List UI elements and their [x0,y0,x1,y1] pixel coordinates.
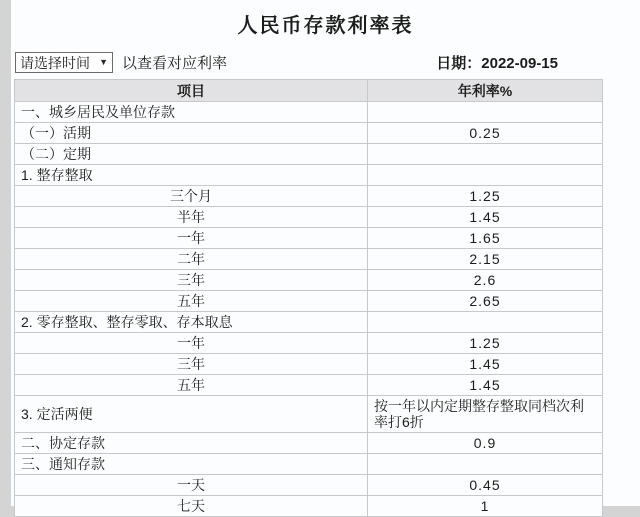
table-row [15,475,603,496]
col-header-rate: 年利率% [368,80,603,102]
table-row [15,396,603,433]
rate-cell: 2.6 [368,270,603,291]
table-row [15,333,603,354]
select-hint-text: 以查看对应利率 [122,55,228,72]
rate-cell: 1.65 [368,228,603,249]
item-cell: 三个月 [15,186,368,207]
date-value: 2022-09-15 [481,55,558,72]
item-cell: 半年 [15,207,368,228]
item-cell: （一）活期 [15,123,368,144]
table-row [15,249,603,270]
rate-cell [368,454,603,475]
item-cell: 一、城乡居民及单位存款 [15,102,368,123]
rate-cell: 0.45 [368,475,603,496]
item-cell: 三年 [15,354,368,375]
rate-cell: 1.45 [368,354,603,375]
rate-cell: 1.25 [368,333,603,354]
table-row [15,186,603,207]
table-header-row [15,80,603,102]
table-row [15,354,603,375]
item-cell: 一年 [15,228,368,249]
content-panel [11,0,640,514]
date-display [436,52,558,73]
item-cell: 二年 [15,249,368,270]
table-row [15,144,603,165]
item-cell: 五年 [15,375,368,396]
item-cell: 一年 [15,333,368,354]
table-row [15,433,603,454]
time-select-value: 请选择时间 [20,54,90,71]
table-row [15,496,603,517]
item-cell: 1. 整存整取 [15,165,368,186]
table-row [15,207,603,228]
table-row [15,228,603,249]
rate-cell: 1.25 [368,186,603,207]
table-row [15,165,603,186]
item-cell: 五年 [15,291,368,312]
item-cell: 三年 [15,270,368,291]
item-cell: 三、通知存款 [15,454,368,475]
rate-cell: 0.9 [368,433,603,454]
table-row [15,270,603,291]
rate-cell: 0.25 [368,123,603,144]
item-cell: 2. 零存整取、整存零取、存本取息 [15,312,368,333]
rate-cell: 1.45 [368,375,603,396]
date-label: 日期： [436,55,482,72]
table-row [15,375,603,396]
time-select[interactable] [15,52,113,73]
table-row [15,102,603,123]
table-row [15,291,603,312]
toolbar [15,52,636,73]
item-cell: 七天 [15,496,368,517]
table-row [15,312,603,333]
table-row [15,454,603,475]
rate-table [14,79,603,517]
item-cell: （二）定期 [15,144,368,165]
rate-cell: 按一年以内定期整存整取同档次利率打6折 [368,396,603,433]
item-cell: 3. 定活两便 [15,396,368,433]
chevron-down-icon: ▼ [99,57,108,67]
rate-cell [368,165,603,186]
rate-cell [368,312,603,333]
rate-cell: 1.45 [368,207,603,228]
item-cell: 二、协定存款 [15,433,368,454]
page-title: 人民币存款利率表 [237,15,414,37]
rate-cell: 2.65 [368,291,603,312]
rate-cell [368,102,603,123]
rate-cell [368,144,603,165]
item-cell: 一天 [15,475,368,496]
table-row [15,123,603,144]
col-header-item: 项目 [15,80,368,102]
rate-cell: 1 [368,496,603,517]
rate-cell: 2.15 [368,249,603,270]
